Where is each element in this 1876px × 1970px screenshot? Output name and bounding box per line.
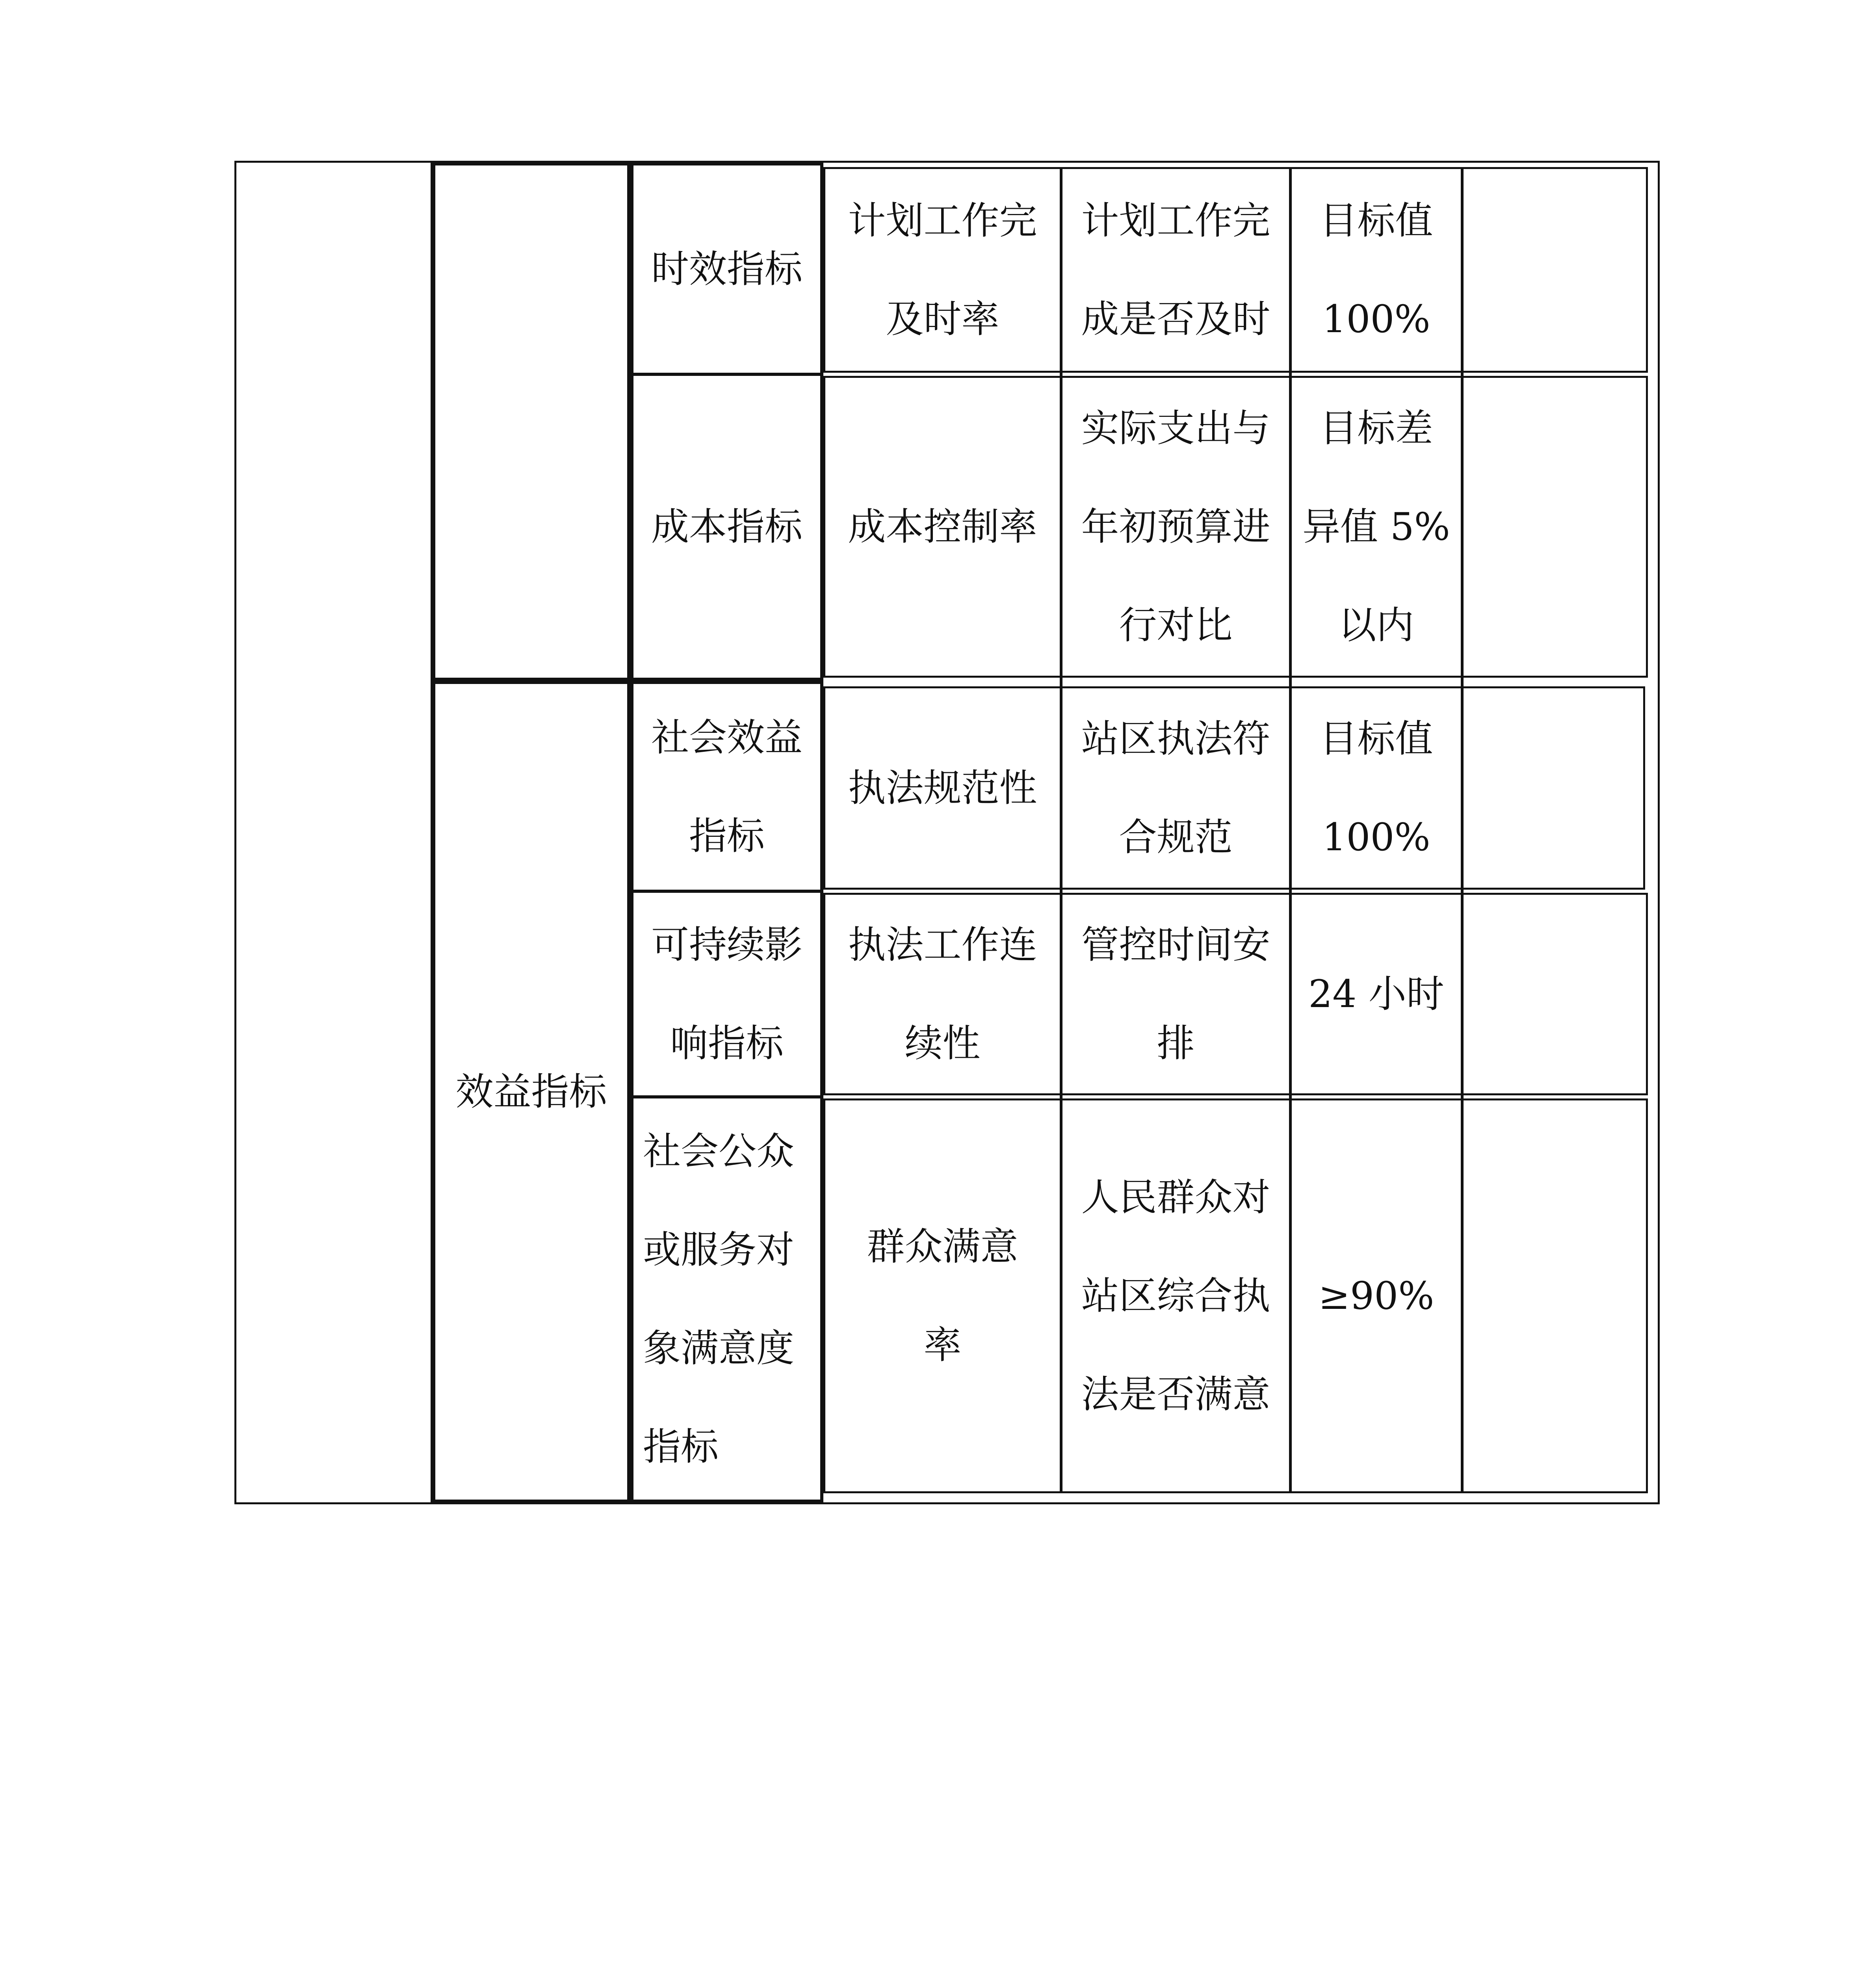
row2-target: 目标差 异值 5% 以内 xyxy=(1302,406,1450,647)
row5-indicator: 社会公众 或服务对 象满意度 指标 xyxy=(643,1129,794,1469)
row4-item: 执法工作连 续性 xyxy=(848,923,1037,1065)
row5-description: 人民群众对 站区综合执 法是否满意 xyxy=(1081,1175,1270,1416)
group-cell-output xyxy=(432,162,630,681)
row5-item: 群众满意 率 xyxy=(867,1225,1018,1367)
row3-item: 执法规范性 xyxy=(848,766,1037,810)
row1-indicator: 时效指标 xyxy=(651,247,802,291)
row3-extra xyxy=(1464,688,1643,888)
row5-extra xyxy=(1464,1100,1646,1491)
row1-target: 目标值 100% xyxy=(1319,199,1433,341)
row2-extra xyxy=(1464,378,1646,676)
row3-target: 目标值 100% xyxy=(1319,717,1433,859)
detail-divider-a xyxy=(1060,167,1062,1493)
row3-description: 站区执法符 合规范 xyxy=(1081,717,1270,859)
row3-indicator: 社会效益 指标 xyxy=(651,716,802,858)
detail-divider-c xyxy=(1461,167,1464,1493)
row4-description: 管控时间安 排 xyxy=(1081,923,1270,1065)
row2-indicator: 成本指标 xyxy=(651,505,802,549)
group-label-benefit: 效益指标 xyxy=(455,1070,607,1114)
row5-target: ≥90% xyxy=(1318,1274,1434,1318)
row1-item: 计划工作完 及时率 xyxy=(848,199,1037,341)
row4-target: 24 小时 xyxy=(1308,972,1444,1016)
row4-indicator: 可持续影 响指标 xyxy=(651,923,802,1065)
row2-item: 成本控制率 xyxy=(848,505,1037,549)
row1-description: 计划工作完 成是否及时 xyxy=(1081,199,1270,341)
detail-divider-b xyxy=(1289,167,1292,1493)
row2-description: 实际支出与 年初预算进 行对比 xyxy=(1081,406,1270,647)
row4-extra xyxy=(1464,895,1646,1093)
row1-extra xyxy=(1464,169,1646,371)
